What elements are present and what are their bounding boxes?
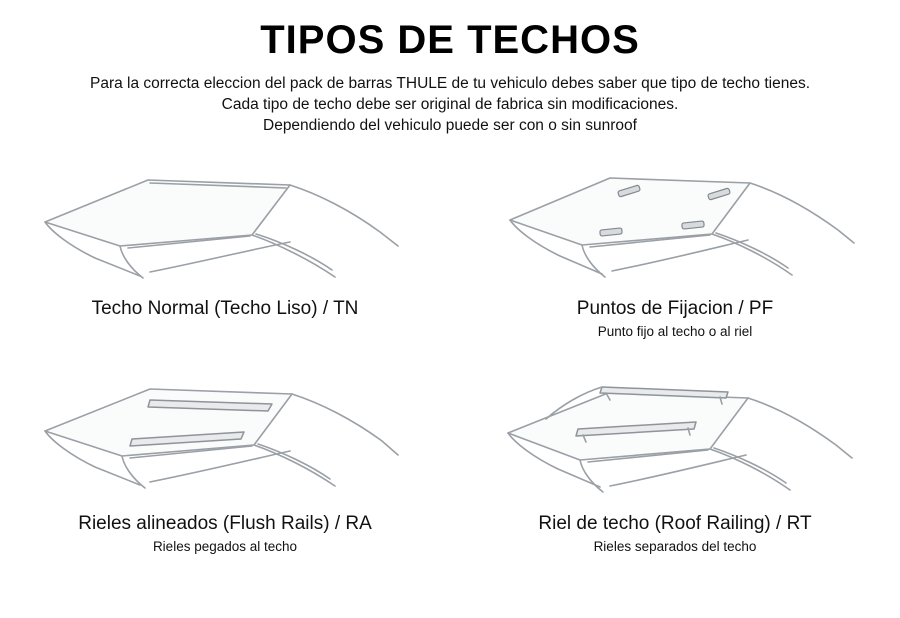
roof-type-label-ra: Rieles alineados (Flush Rails) / RA xyxy=(78,513,372,534)
roof-type-sublabel-pf: Punto fijo al techo o al riel xyxy=(597,324,753,339)
roof-type-sublabel-ra: Rieles pegados al techo xyxy=(152,539,298,554)
roof-type-label-pf: Puntos de Fijacion / PF xyxy=(576,298,774,319)
roof-type-sublabel-rt: Rieles separados del techo xyxy=(593,539,757,554)
car-roof-flush-rails-icon xyxy=(0,365,450,515)
page-title: TIPOS DE TECHOS xyxy=(260,18,640,62)
roof-types-grid xyxy=(0,150,900,580)
roof-type-card-ra xyxy=(0,365,450,580)
car-roof-fixpoints-icon xyxy=(450,150,900,300)
intro-line-3: Dependiendo del vehiculo puede ser con o sin sunroof xyxy=(263,117,637,134)
roof-type-label-tn: Techo Normal (Techo Liso) / TN xyxy=(91,298,359,319)
roof-types-infographic xyxy=(0,18,900,618)
roof-type-card-pf xyxy=(450,150,900,365)
car-roof-railing-icon xyxy=(450,365,900,515)
intro-text xyxy=(20,73,880,136)
roof-type-card-rt xyxy=(450,365,900,580)
intro-line-1: Para la correcta eleccion del pack de barras THULE de tu vehiculo debes saber que tipo de techo tienes. xyxy=(89,75,811,92)
car-roof-plain-icon xyxy=(0,150,450,300)
intro-line-2: Cada tipo de techo debe ser original de fabrica sin modificaciones. xyxy=(221,96,679,113)
roof-type-label-rt: Riel de techo (Roof Railing) / RT xyxy=(538,513,812,534)
roof-type-card-tn xyxy=(0,150,450,365)
